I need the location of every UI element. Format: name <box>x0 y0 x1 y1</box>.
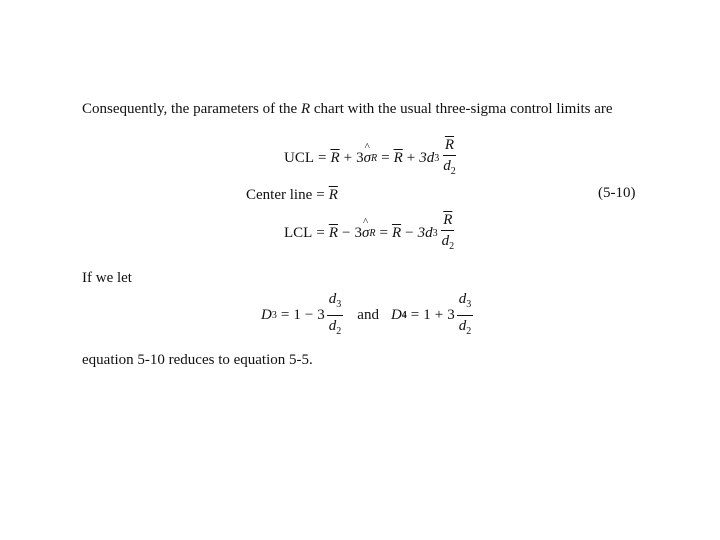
d4-num-subscript: 3 <box>466 298 472 310</box>
d3-den-d: d <box>328 317 337 334</box>
intro-prefix: Consequently, the parameters of the <box>82 101 301 117</box>
intro-chart-variable: R <box>300 101 311 117</box>
intro-suffix: chart with the usual three-sigma control limits are <box>310 101 613 117</box>
lcl-coefficient: 3d <box>417 224 433 241</box>
center-rbar: $\overline{R}$ <box>328 186 338 203</box>
lcl-equals-2: = <box>379 224 388 241</box>
d4-symbol: D <box>390 306 402 323</box>
ucl-den-subscript: 2 <box>450 165 456 177</box>
ucl-sigma-hat: ^ σ <box>364 150 371 167</box>
lcl-minus: − <box>341 224 351 241</box>
d-constants-equation <box>261 290 475 337</box>
lcl-rbar: $\overline{R}$ <box>328 224 338 241</box>
ucl-equals: = <box>318 149 327 166</box>
ucl-label: UCL <box>284 149 314 166</box>
ucl-sigma-subscript: R <box>371 152 378 164</box>
lcl-fraction-numerator: $\overline{R}$ <box>441 211 454 231</box>
d3-num-d: d <box>328 290 337 307</box>
ucl-equation <box>284 136 460 180</box>
d4-fraction <box>457 290 474 341</box>
and-word: and <box>357 306 379 323</box>
d3-fraction <box>327 290 344 341</box>
ucl-plus: + <box>343 149 353 166</box>
lcl-equals: = <box>316 224 325 241</box>
lcl-sigma-subscript: R <box>369 227 376 239</box>
ucl-fraction-numerator: $\overline{R}$ <box>443 136 456 156</box>
center-line-equation <box>246 184 338 206</box>
d4-one: 1 <box>423 306 431 323</box>
lcl-den-d: d <box>441 232 450 249</box>
d3-subscript: 3 <box>271 309 277 321</box>
conclusion-sentence: equation 5-10 reduces to equation 5-5. <box>82 352 313 368</box>
d3-one: 1 <box>293 306 301 323</box>
d4-three: 3 <box>447 306 455 323</box>
ucl-fraction <box>441 136 458 181</box>
d4-num-d: d <box>458 290 467 307</box>
d4-den-subscript: 2 <box>466 325 472 337</box>
d4-subscript: 4 <box>401 309 407 321</box>
lcl-coefficient-subscript: 3 <box>432 227 438 239</box>
d4-equals: = <box>410 306 420 323</box>
equation-number: (5-10) <box>598 185 636 201</box>
d4-plus: + <box>434 306 444 323</box>
d4-fraction-denominator <box>457 316 474 341</box>
intro-sentence <box>82 101 613 118</box>
d3-equals: = <box>280 306 290 323</box>
lcl-minus-2: − <box>405 224 414 241</box>
lcl-rbar-2: $\overline{R}$ <box>391 224 402 241</box>
d3-minus: − <box>304 306 314 323</box>
ucl-den-d: d <box>443 157 451 174</box>
lcl-fraction-denominator <box>440 231 457 256</box>
ucl-coefficient: 3d <box>419 149 435 166</box>
d3-fraction-numerator <box>327 290 344 316</box>
d3-symbol: D <box>261 306 272 323</box>
d3-fraction-denominator <box>327 316 344 341</box>
lcl-fraction <box>440 211 457 256</box>
d3-three: 3 <box>317 306 325 323</box>
lcl-sigma-hat: ^ σ <box>362 225 369 242</box>
center-equals: = <box>316 186 325 203</box>
lcl-den-subscript: 2 <box>449 240 455 252</box>
center-label: Center line <box>246 186 313 203</box>
d3-num-subscript: 3 <box>336 298 342 310</box>
ucl-fraction-denominator <box>441 156 458 181</box>
if-we-let-text: If we let <box>82 270 132 286</box>
ucl-coefficient-subscript: 3 <box>434 152 440 164</box>
lcl-equation <box>284 211 458 255</box>
d4-den-d: d <box>458 317 467 334</box>
ucl-equals-2: = <box>381 149 390 166</box>
d4-fraction-numerator <box>457 290 474 316</box>
lcl-label: LCL <box>284 224 313 241</box>
ucl-plus-2: + <box>406 149 416 166</box>
ucl-rbar: $\overline{R}$ <box>330 149 340 166</box>
lcl-three: 3 <box>354 224 362 241</box>
ucl-three: 3 <box>356 149 364 166</box>
d3-den-subscript: 2 <box>336 325 342 337</box>
ucl-rbar-2: $\overline{R}$ <box>393 149 403 166</box>
